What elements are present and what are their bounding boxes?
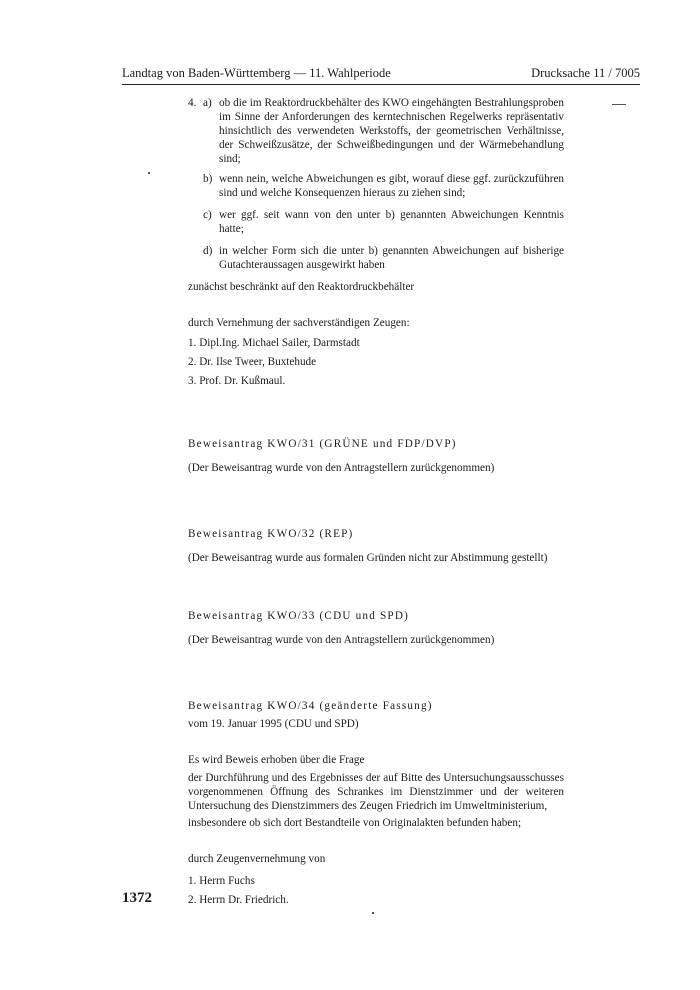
motion-witness-intro: durch Zeugenvernehmung von <box>188 853 326 865</box>
motion-body: der Durchführung und des Ergebnisses der auf Bitte des Untersuchungsausschusses vorgenommenen Öffnung des Schrankes im Dienstzimmer und der weiteren Untersuchung des Dienstzimmers des Zeugen Friedrich im Umweltministerium, <box>188 772 564 812</box>
question-part-b <box>203 172 564 200</box>
question-sub-parts <box>203 172 564 272</box>
part-label: c) <box>203 209 212 221</box>
scan-mark <box>148 172 150 174</box>
header-document-number: Drucksache 11 / 7005 <box>531 66 640 80</box>
main-content <box>188 96 564 912</box>
witness-intro: durch Vernehmung der sachverständigen Zeugen: <box>188 317 410 329</box>
motion-note: (Der Beweisantrag wurde aus formalen Gründen nicht zur Abstimmung gestellt) <box>188 552 548 564</box>
part-text: wenn nein, welche Abweichungen es gibt, worauf diese ggf. zurückzuführen sind und welche Konsequenzen hieraus zu ziehen sind; <box>219 173 564 199</box>
part-text: ob die im Reaktordruckbehälter des KWO eingehängten Bestrahlungsproben im Sinne der Anforderungen des kerntechnischen Regelwerks repräsentativ hinsichtlich des verwendeten Werkstoffs, der geometrischen Verhältnisse, der Schweißzusätze, der Schweißbedingungen und der Wärmebehandlung sind; <box>219 97 564 165</box>
motion-kwo-32 <box>188 527 564 565</box>
witness-item: 1. Dipl.Ing. Michael Sailer, Darmstadt <box>188 337 360 349</box>
question-part-a <box>203 96 564 166</box>
question-number: 4. <box>188 97 197 109</box>
page-number: 1372 <box>122 890 152 906</box>
motion-title: Beweisantrag KWO/31 (GRÜNE und FDP/DVP) <box>188 438 457 450</box>
witness-item: 3. Prof. Dr. Kußmaul. <box>188 375 286 387</box>
question-part-d <box>203 244 564 272</box>
motion-title: Beweisantrag KWO/34 (geänderte Fassung) <box>188 700 433 712</box>
running-header <box>122 64 640 85</box>
question-part-c <box>203 208 564 236</box>
witness-item: 2. Herrn Dr. Friedrich. <box>188 894 289 906</box>
witness-item: 1. Herrn Fuchs <box>188 875 255 887</box>
motion-witness-list <box>188 874 564 907</box>
header-parliament: Landtag von Baden-Württemberg — 11. Wahlperiode <box>122 66 391 80</box>
part-label: a) <box>203 97 212 109</box>
motion-kwo-34 <box>188 699 564 907</box>
motion-title: Beweisantrag KWO/32 (REP) <box>188 528 354 540</box>
part-label: b) <box>203 173 213 185</box>
witness-item: 2. Dr. Ilse Tweer, Buxtehude <box>188 356 317 368</box>
scan-mark <box>612 104 626 105</box>
motion-kwo-31 <box>188 437 564 475</box>
motion-date: vom 19. Januar 1995 (CDU und SPD) <box>188 718 359 730</box>
question-item-4 <box>188 96 564 166</box>
motion-note: (Der Beweisantrag wurde von den Antragstellern zurückgenommen) <box>188 634 495 646</box>
motion-intro: Es wird Beweis erhoben über die Frage <box>188 754 365 766</box>
motion-kwo-33 <box>188 609 564 647</box>
part-text: wer ggf. seit wann von den unter b) genannten Abweichungen Kenntnis hatte; <box>219 209 564 235</box>
part-text: in welcher Form sich die unter b) genannten Abweichungen auf bisherige Gutachteraussagen ausgewirkt haben <box>219 245 564 271</box>
motion-especially: insbesondere ob sich dort Bestandteile von Originalakten befunden haben; <box>188 817 522 829</box>
motion-title: Beweisantrag KWO/33 (CDU und SPD) <box>188 610 410 622</box>
scan-mark <box>372 912 374 914</box>
restriction-note: zunächst beschränkt auf den Reaktordruckbehälter <box>188 281 415 293</box>
witness-list <box>188 336 564 388</box>
part-label: d) <box>203 245 213 257</box>
motion-note: (Der Beweisantrag wurde von den Antragstellern zurückgenommen) <box>188 462 495 474</box>
